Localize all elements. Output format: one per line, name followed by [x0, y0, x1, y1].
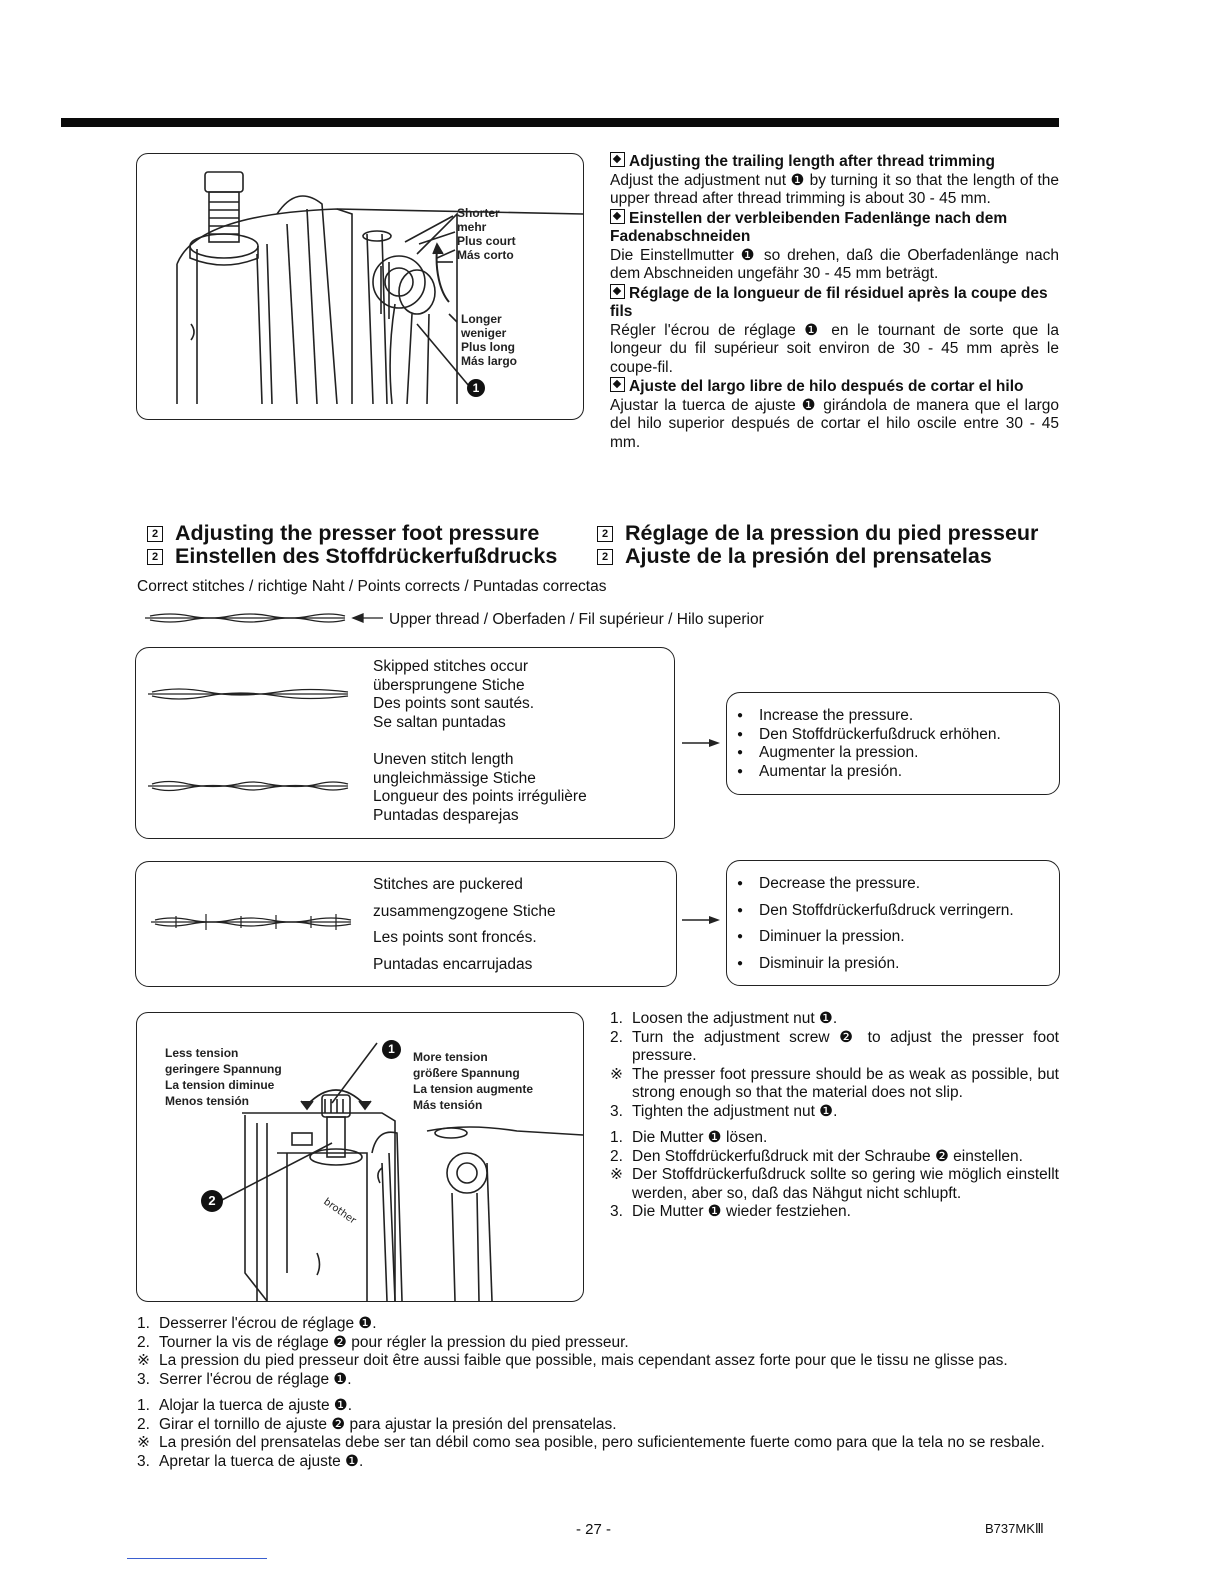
section-number: 2 [597, 526, 613, 542]
case3-line-fr: Les points sont froncés. [373, 929, 537, 946]
remedy2-es: ● Disminuir la presión. [729, 951, 1057, 978]
step-fr-1: Desserrer l'écrou de réglage ❶. [159, 1315, 377, 1332]
case2-line-de: ungleichmässige Stiche [373, 769, 536, 787]
shorter-label-fr: Plus court [457, 234, 516, 248]
step-de-3: Die Mutter ❶ wieder festziehen. [632, 1203, 851, 1220]
step-de-2: Den Stoffdrückerfußdruck mit der Schraube ❷ einstellen. [632, 1147, 1023, 1165]
arrow-right-icon [682, 914, 722, 926]
callout-2-icon: 2 [201, 1190, 223, 1212]
presser-pressure-figure [136, 1012, 584, 1302]
more-tension-es: Más tensión [413, 1098, 483, 1112]
less-tension-fr: La tension diminue [165, 1078, 275, 1092]
shorter-label-en: Shorter [457, 206, 500, 220]
section-number: 2 [147, 526, 163, 542]
step-marker-icon [610, 284, 625, 299]
step-es-1: Alojar la tuerca de ajuste ❶. [159, 1397, 353, 1414]
steps-es-list: 1. Alojar la tuerca de ajuste ❶. 2. Girar el tornillo de ajuste ❷ para ajustar la presión del prensatelas. ※ La presión del prensatelas debe ser tan débil como sea posible, pero suficientemente fuerte como para que la tela no se resbale. 3. Apretar la tuerca de ajuste ❶. [137, 1397, 1045, 1470]
remedy1-es: ● Aumentar la presión. [729, 763, 1057, 782]
case2-line-en: Uneven stitch length [373, 751, 514, 768]
less-tension-es: Menos tensión [165, 1094, 250, 1108]
section-title-en: 2 Adjusting the presser foot pressure [147, 522, 539, 545]
steps-en-de [610, 1010, 1059, 1222]
step-en-2: Turn the adjustment screw ❷ to adjust the presser foot pressure. [632, 1028, 1059, 1064]
loose-pressure-case-box [135, 647, 675, 839]
steps-fr-list: 1. Desserrer l'écrou de réglage ❶. 2. Tourner la vis de réglage ❷ pour régler la pression du pied presseur. ※ La pression du pied presseur doit être aussi faible que possible, mais cependant assez forte pour que le tissu ne glisse pas. 3. Serrer l'écrou de réglage ❶. [137, 1315, 1008, 1388]
header-rule [61, 118, 1059, 127]
steps-de-list: 1. Die Mutter ❶ lösen. 2. Den Stoffdrückerfußdruck mit der Schraube ❷ einstellen. ※ Der Stoffdrückerfußdruck sollte so gering wie möglich einstellt werden, aber so, daß das Nähgut nicht schlupft. 3. Die Mutter ❶ wieder festziehen. [610, 1129, 1059, 1220]
footer-rule [127, 1558, 267, 1559]
page-number: - 27 - [576, 1521, 612, 1538]
step-marker-icon [610, 209, 625, 224]
decrease-pressure-remedy-box [726, 860, 1060, 986]
remedy2-de: ● Den Stoffdrückerfußdruck verringern. [729, 898, 1057, 925]
de-heading: Einstellen der verbleibenden Fadenlänge nach dem Fadenabschneiden [610, 209, 1008, 245]
step-fr-3: Serrer l'écrou de réglage ❶. [159, 1370, 352, 1388]
case3-line-es: Puntadas encarrujadas [373, 955, 533, 973]
remedy2-fr: ● Diminuer la pression. [729, 924, 1057, 951]
remedy2-en: ● Decrease the pressure. [729, 871, 1057, 898]
step-en-note: The presser foot pressure should be as weak as possible, but strong enough so that the material does not slip. [632, 1065, 1059, 1101]
step-fr-note: La pression du pied presseur doit être aussi faible que possible, mais cependant assez forte pour que le tissu ne glisse pas. [159, 1352, 1008, 1369]
callout-1-icon: 1 [382, 1040, 401, 1059]
case1-line-de: übersprungene Stiche [373, 676, 525, 694]
case1-line-fr: Des points sont sautés. [373, 695, 535, 712]
case2-line-es: Puntadas desparejas [373, 806, 519, 824]
step-es-2: Girar el tornillo de ajuste ❷ para ajustar la presión del prensatelas. [159, 1415, 617, 1433]
more-tension-en: More tension [413, 1050, 488, 1064]
step-de-1: Die Mutter ❶ lösen. [632, 1129, 768, 1146]
section-number: 2 [597, 549, 613, 565]
remedy1-de: ● Den Stoffdrückerfußdruck erhöhen. [729, 726, 1057, 745]
step-en-1: Loosen the adjustment nut ❶. [632, 1010, 838, 1027]
thread-length-figure [136, 153, 584, 420]
skipped-stitch-diagram [148, 684, 358, 704]
step-en-3: Tighten the adjustment nut ❶. [632, 1102, 838, 1120]
shorter-label-es: Más corto [457, 248, 514, 262]
case1-line-en: Skipped stitches occur [373, 658, 529, 675]
brand-logo: brother [321, 1196, 358, 1227]
model-number: B737MKⅢ [985, 1521, 1044, 1536]
en-text: Adjust the adjustment nut ❶ by turning it so that the length of the upper thread after thread trimming is about 30 - 45 mm. [610, 171, 1059, 207]
step-de-note: Der Stoffdrückerfußdruck sollte so gering wie möglich einstellt werden, aber so, daß das Nähgut nicht schlupft. [632, 1166, 1059, 1202]
upper-thread-label: Upper thread / Oberfaden / Fil supérieur / Hilo superior [389, 611, 764, 628]
case1-line-es: Se saltan puntadas [373, 713, 506, 731]
correct-stitches-label: Correct stitches / richtige Naht / Points corrects / Puntadas correctas [137, 578, 607, 595]
es-text: Ajustar la tuerca de ajuste ❶ girándola de manera que el largo del hilo superior después de cortar el hilo oscile entre 30 - 45 mm. [610, 396, 1059, 451]
longer-label-de: weniger [461, 326, 507, 340]
trailing-length-instructions [610, 152, 1059, 452]
more-tension-fr: La tension augmente [413, 1082, 534, 1096]
remedy1-en: ● Increase the pressure. [729, 707, 1057, 726]
step-fr-2: Tourner la vis de réglage ❷ pour régler la pression du pied presseur. [159, 1333, 629, 1351]
section-title-es: 2 Ajuste de la presión del prensatelas [597, 545, 992, 568]
puckered-case-box [135, 861, 677, 987]
remedy1-fr: ● Augmenter la pression. [729, 744, 1057, 763]
less-tension-de: geringere Spannung [165, 1062, 282, 1076]
more-tension-de: größere Spannung [413, 1066, 520, 1080]
es-heading: Ajuste del largo libre de hilo después de cortar el hilo [629, 378, 1024, 395]
case3-line-de: zusammengzogene Stiche [373, 902, 556, 920]
correct-stitch-diagram [145, 608, 385, 628]
thread-length-illustration [137, 154, 583, 419]
shorter-label-de: mehr [457, 220, 487, 234]
less-tension-en: Less tension [165, 1046, 239, 1060]
en-heading: Adjusting the trailing length after thread trimming [629, 153, 995, 170]
step-marker-icon [610, 377, 625, 392]
longer-label-fr: Plus long [461, 340, 515, 354]
increase-pressure-remedy-box [726, 692, 1060, 795]
step-es-3: Apretar la tuerca de ajuste ❶. [159, 1452, 364, 1470]
step-marker-icon [610, 152, 625, 167]
uneven-stitch-diagram [148, 776, 358, 796]
steps-en-list: 1. Loosen the adjustment nut ❶. 2. Turn the adjustment screw ❷ to adjust the presser foot pressure. ※ The presser foot pressure should be as weak as possible, but strong enough so that the material does not slip. 3. Tighten the adjustment nut ❶. [610, 1010, 1059, 1120]
puckered-stitch-diagram [151, 910, 361, 934]
fr-text: Régler l'écrou de réglage ❶ en le tournant de sorte que la longeur du fil supérieur soit environ de 30 - 45 mm après le coupe-fil. [610, 321, 1059, 376]
section-number: 2 [147, 549, 163, 565]
steps-fr-es [137, 1315, 1062, 1471]
longer-label-en: Longer [461, 312, 502, 326]
case2-line-fr: Longueur des points irrégulière [373, 788, 587, 805]
case3-line-en: Stitches are puckered [373, 876, 523, 893]
callout-1-icon: 1 [467, 379, 485, 397]
arrow-right-icon [682, 737, 722, 749]
fr-heading: Réglage de la longueur de fil résiduel après la coupe des fils [610, 284, 1048, 320]
step-es-note: La presión del prensatelas debe ser tan débil como sea posible, pero suficientemente fuerte como para que la tela no se resbale. [159, 1434, 1045, 1451]
section-title-fr: 2 Réglage de la pression du pied presseur [597, 522, 1038, 545]
de-text: Die Einstellmutter ❶ so drehen, daß die Oberfadenlänge nach dem Abschneiden ungefähr 30 - 45 mm beträgt. [610, 246, 1059, 282]
section-title-de: 2 Einstellen des Stoffdrückerfußdrucks [147, 545, 557, 568]
longer-label-es: Más largo [461, 354, 518, 368]
